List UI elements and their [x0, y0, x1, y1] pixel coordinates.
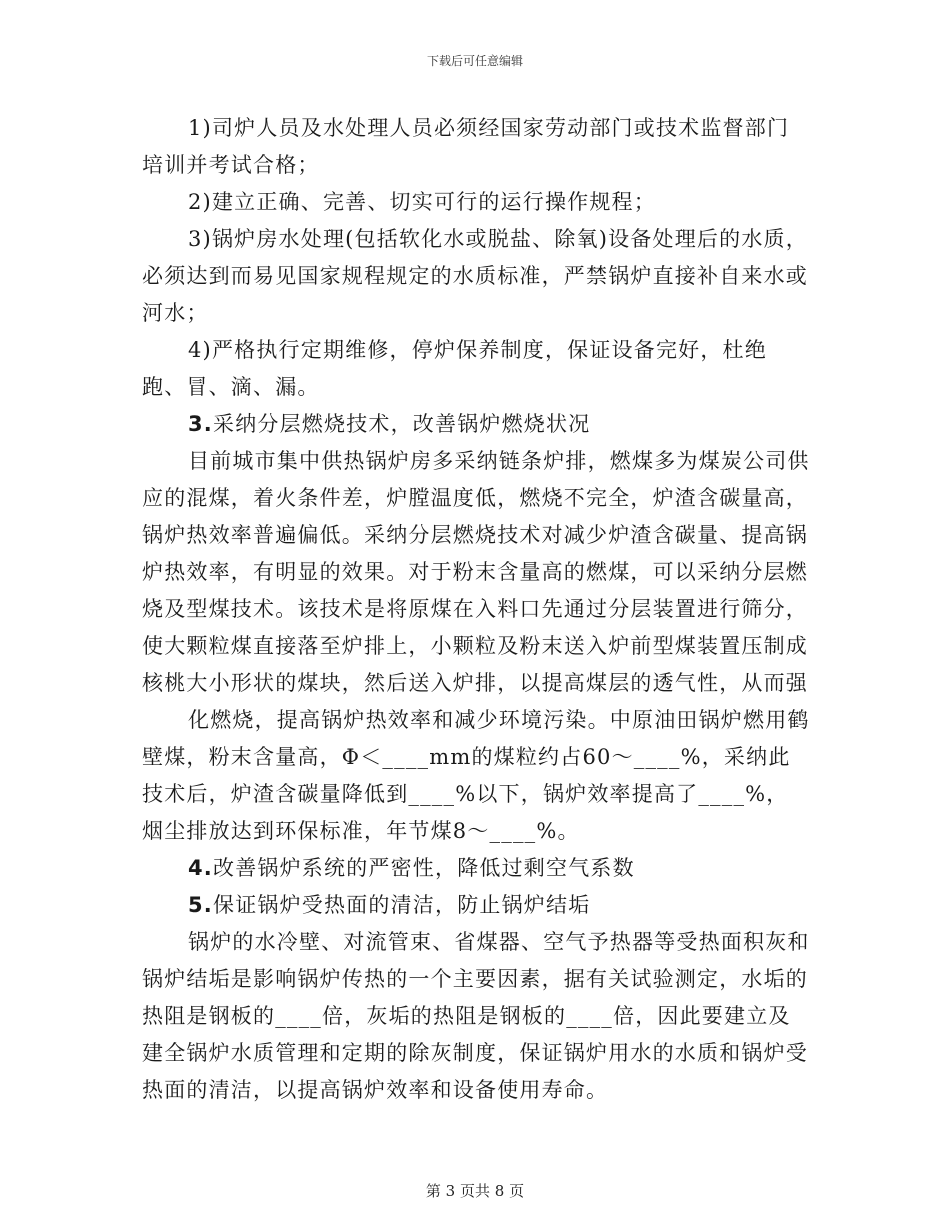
document-body: [142, 110, 810, 1109]
section-title: 保证锅炉受热面的清洁，防止锅炉结垢: [213, 893, 591, 917]
paragraph-body: 目前城市集中供热锅炉房多采纳链条炉排，燃煤多为煤炭公司供应的混煤，着火条件差，炉膛温度低，燃烧不完全，炉渣含碳量高，锅炉热效率普遍偏低。采纳分层燃烧技术对减少炉渣含碳量、提高锅炉热效率，有明显的效果。对于粉末含量高的燃煤，可以采纳分层燃烧及型煤技术。该技术是将原煤在入料口先通过分层装置进行筛分，使大颗粒煤直接落至炉排上，小颗粒及粉末送入炉前型煤装置压制成核桃大小形状的煤块，然后送入炉排，以提高煤层的透气性，从而强: [142, 449, 810, 695]
section-title: 改善锅炉系统的严密性，降低过剩空气系数: [213, 856, 635, 880]
section-number: 5.: [188, 893, 213, 917]
paragraph-body: 化燃烧，提高锅炉热效率和减少环境污染。中原油田锅炉燃用鹤壁煤，粉末含量高，Φ＜____mm的煤粒约占60～____%，采纳此技术后，炉渣含碳量降低到____%以下，锅炉效率提高了____%，烟尘排放达到环保标准，年节煤8～____%。: [142, 708, 810, 843]
section-title: 采纳分层燃烧技术，改善锅炉燃烧状况: [213, 412, 591, 436]
paragraph-body: 锅炉的水冷壁、对流管束、省煤器、空气予热器等受热面积灰和锅炉结垢是影响锅炉传热的一个主要因素，据有关试验测定，水垢的热阻是钢板的____倍，灰垢的热阻是钢板的____倍，因此要建立及建全锅炉水质管理和定期的除灰制度，保证锅炉用水的水质和锅炉受热面的清洁，以提高锅炉效率和设备使用寿命。: [142, 930, 810, 1102]
paragraph-item-1: 1)司炉人员及水处理人员必须经国家劳动部门或技术监督部门培训并考试合格；: [142, 116, 790, 177]
section-heading-4: [142, 850, 810, 887]
paragraph-item-3: 3)锅炉房水处理(包括软化水或脱盐、除氧)设备处理后的水质，必须达到而易见国家规程规定的水质标准，严禁锅炉直接补自来水或河水；: [142, 227, 808, 325]
page-number: 第 3 页共 8 页: [425, 1182, 525, 1200]
page-header: 下载后可任意编辑: [426, 54, 523, 68]
paragraph-item-4: 4)严格执行定期维修，停炉保养制度，保证设备完好，杜绝跑、冒、滴、漏。: [142, 338, 767, 399]
section-number: 4.: [188, 856, 213, 880]
section-heading-5: [142, 887, 810, 924]
section-number: 3.: [188, 412, 213, 436]
section-heading-3: [142, 406, 810, 443]
paragraph-item-2: 2)建立正确、完善、切实可行的运行操作规程；: [188, 190, 656, 214]
